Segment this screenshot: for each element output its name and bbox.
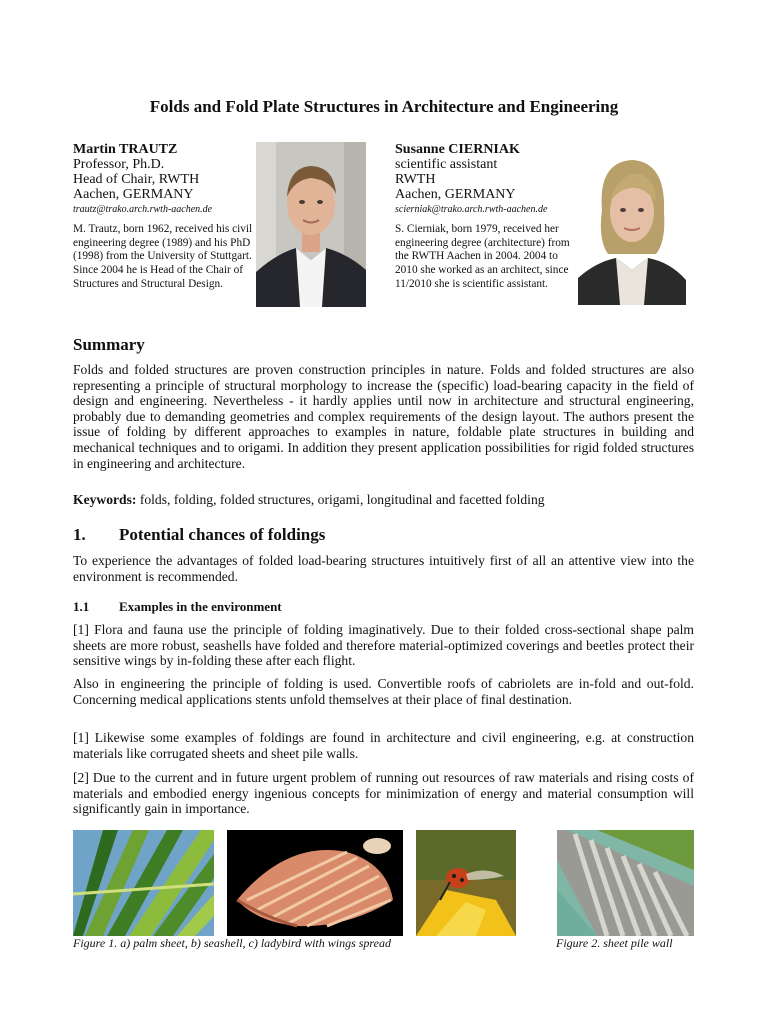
figure-sheet-pile-wall xyxy=(557,830,694,936)
author-affiliation-line: Professor, Ph.D. xyxy=(73,157,165,172)
figure-1-caption: Figure 1. a) palm sheet, b) seashell, c) ladybird with wings spread xyxy=(73,936,391,950)
author-photo-trautz xyxy=(256,142,366,307)
author-affiliation-line: Head of Chair, RWTH xyxy=(73,172,200,187)
section-number: 1. xyxy=(73,525,86,544)
author-affiliation-line: scientific assistant xyxy=(395,157,498,172)
summary-heading: Summary xyxy=(73,335,145,354)
author-block-trautz xyxy=(73,142,253,292)
figure-ladybird xyxy=(416,830,516,936)
author-email: trautz@trako.arch.rwth-aachen.de xyxy=(73,204,213,215)
paper-title: Folds and Fold Plate Structures in Architecture and Engineering xyxy=(149,97,619,116)
author-email: scierniak@trako.arch.rwth-aachen.de xyxy=(395,204,548,215)
author-photo-cierniak xyxy=(578,150,686,305)
figure-palm-sheet xyxy=(73,830,214,936)
summary-text: Folds and folded structures are proven construction principles in nature. Folds and folded structures are also representing a principle of structural morphology to increase the (specific) load-bearing capacity in the field of design and engineering. Nevertheless - it hardly applies until now in architecture and structural engineering, probably due to demanding geometries and complex requirements of the design layout. The authors present the issue of folding by different approaches to examples in nature, foldable plate structures in building and mechanical techniques and to origami. In addition they present application possibilities for rigid folded structures in engineering and architecture. xyxy=(73,362,694,471)
subsection-number: 1.1 xyxy=(73,599,90,614)
subsection-heading: Examples in the environment xyxy=(119,599,282,614)
author-affiliation-line: RWTH xyxy=(395,172,436,187)
figure-2-caption: Figure 2. sheet pile wall xyxy=(556,936,673,950)
author-name: Susanne CIERNIAK xyxy=(395,142,520,157)
author-block-cierniak xyxy=(395,142,577,292)
paragraph: Also in engineering the principle of folding is used. Convertible roofs of cabriolets are in-fold and out-fold. Concerning medical applications stents unfold themselves at their place of final destination. xyxy=(73,676,694,707)
section-heading: Potential chances of foldings xyxy=(119,525,326,544)
section-intro: To experience the advantages of folded load-bearing structures intuitively first of all an attentive view into the environment is recommended. xyxy=(73,553,694,584)
paragraph: [2] Due to the current and in future urgent problem of running out resources of raw materials and rising costs of materials and embodied energy ingenious concepts for minimization of energy and material consumption will significantly gain in importance. xyxy=(73,770,694,817)
author-affiliation-line: Aachen, GERMANY xyxy=(73,187,194,202)
keywords-line xyxy=(73,492,694,508)
figure-seashell xyxy=(227,830,403,936)
author-bio: S. Cierniak, born 1979, received her engineering degree (architecture) from the RWTH Aachen in 2004. 2004 to 2010 she worked as an architect, since 11/2010 she is scientific assistant. xyxy=(395,223,570,290)
keywords-text: folds, folding, folded structures, origami, longitudinal and facetted folding xyxy=(136,492,545,507)
paragraph: [1] Likewise some examples of foldings are found in architecture and civil engineering, e.g. at construction materials like corrugated sheets and sheet pile walls. xyxy=(73,730,694,761)
author-affiliation-line: Aachen, GERMANY xyxy=(395,187,516,202)
keywords-label: Keywords: xyxy=(73,492,137,507)
author-bio: M. Trautz, born 1962, received his civil engineering degree (1989) and his PhD (1998) from the University of Stuttgart. Since 2004 he is Head of the Chair of Structures and Structural Design. xyxy=(73,223,253,290)
paragraph: [1] Flora and fauna use the principle of folding imaginatively. Due to their folded cross-sectional shape palm sheets are more robust, seashells have folded and therefore material-optimized coverings and beetles protect their sensitive wings by in-folding these after each flight. xyxy=(73,622,694,669)
author-name: Martin TRAUTZ xyxy=(73,142,178,157)
